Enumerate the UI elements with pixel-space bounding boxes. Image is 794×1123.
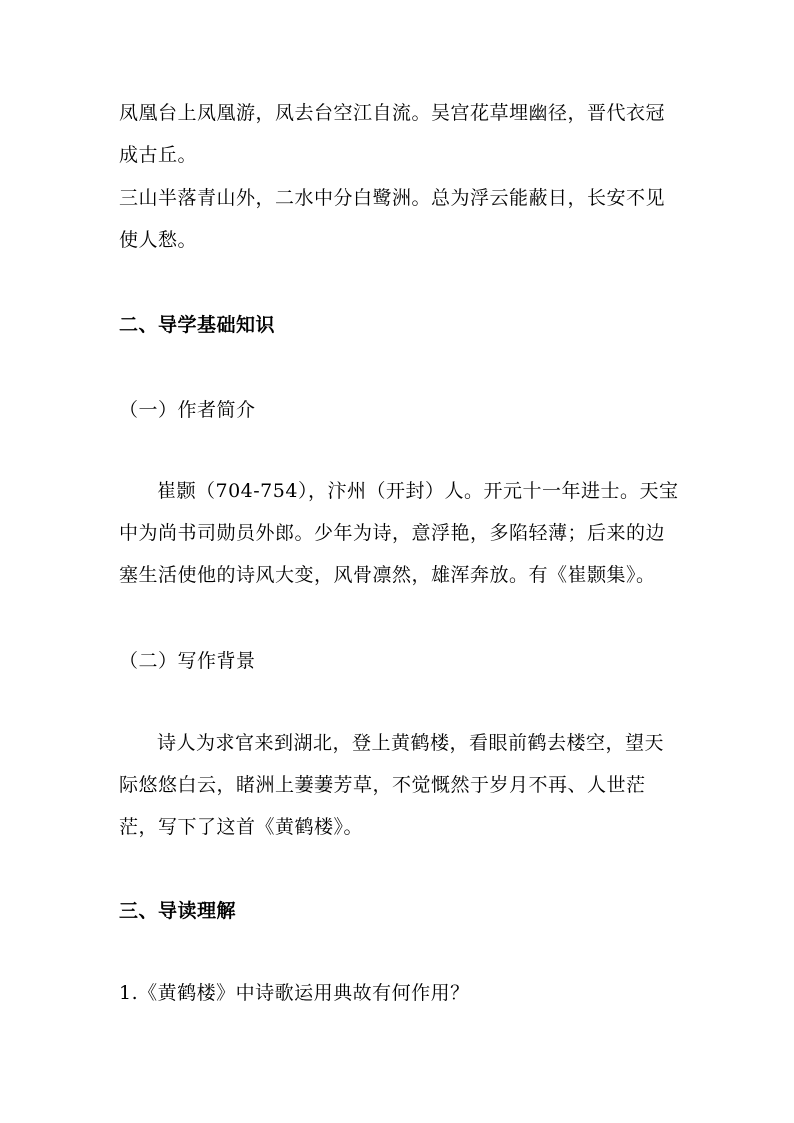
author-intro-paragraph: 崔颢（704-754），汴州（开封）人。开元十一年进士。天宝中为尚书司勋员外郎。少年为诗，意浮艳，多陷轻薄；后来的边塞生活使他的诗风大变，风骨凛然，雄浑奔放。有《崔颢集》。 <box>119 480 679 586</box>
background-paragraph: 诗人为求官来到湖北，登上黄鹤楼，看眼前鹤去楼空，望天际悠悠白云，睹洲上萋萋芳草，不觉慨然于岁月不再、人世茫茫，写下了这首《黄鹤楼》。 <box>119 732 665 838</box>
subsection-title-background: （二）写作背景 <box>119 650 256 672</box>
section-heading-reading: 三、导读理解 <box>119 900 237 922</box>
question-1: 1.《黄鹤楼》中诗歌运用典故有何作用？ <box>119 982 470 1004</box>
poem-line-1: 凤凰台上凤凰游，凤去台空江自流。吴宫花草埋幽径，晋代衣冠成古丘。 <box>119 102 666 166</box>
subsection-title-author: （一）作者简介 <box>119 399 256 421</box>
poem-line-2: 三山半落青山外，二水中分白鹭洲。总为浮云能蔽日，长安不见使人愁。 <box>119 187 666 251</box>
section-heading-basics: 二、导学基础知识 <box>119 314 276 336</box>
